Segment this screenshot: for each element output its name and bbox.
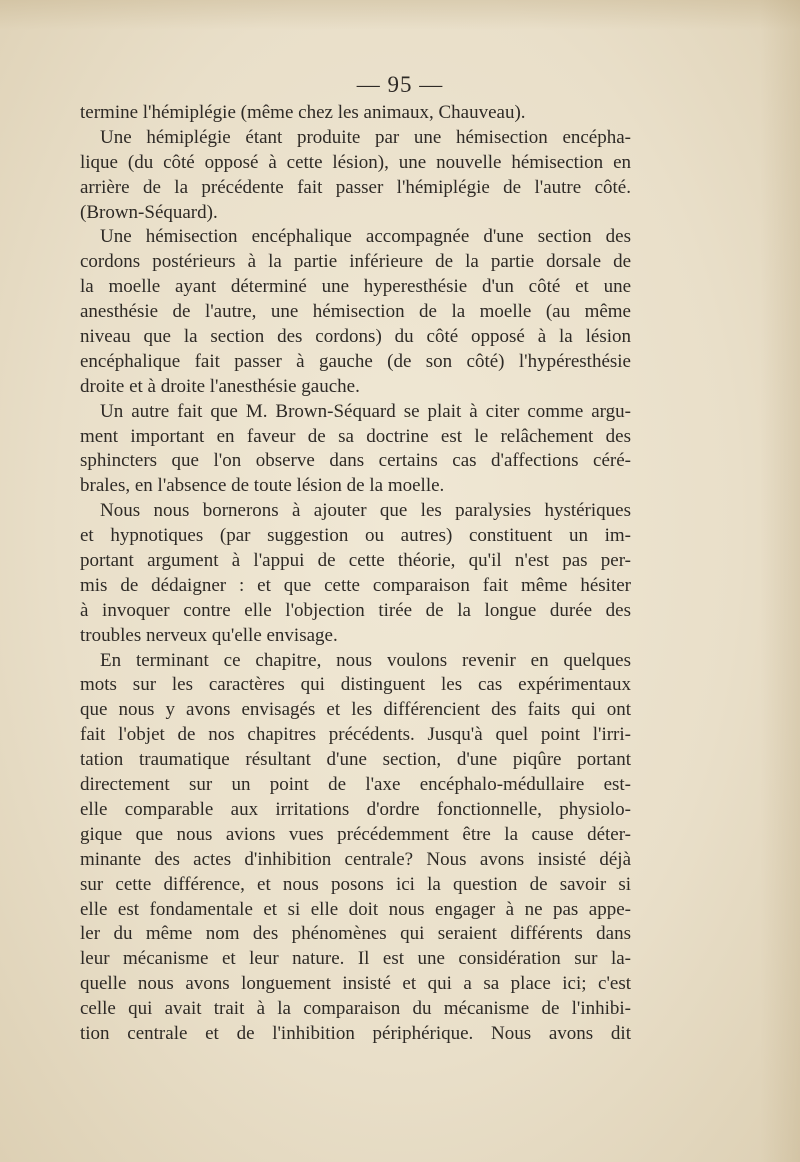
text-line: cordons postérieurs à la partie inférieure de la partie dorsale de (80, 251, 631, 273)
page-number: — 95 — (356, 72, 444, 97)
text-line: et hypnotiques (par suggestion ou autres) constituent un im- (80, 525, 631, 547)
text-line: Une hémiplégie étant produite par une hémisection encépha- (100, 126, 631, 148)
text-line: lique (du côté opposé à cette lésion), une nouvelle hémisection en (80, 151, 631, 173)
text-line: En terminant ce chapitre, nous voulons revenir en quelques (100, 649, 631, 671)
text-line: portant argument à l'appui de cette théorie, qu'il n'est pas per- (80, 550, 631, 572)
text-line: termine l'hémiplégie (même chez les animaux, Chauveau). (80, 102, 526, 123)
text-line: ment important en faveur de sa doctrine est le relâchement des (80, 425, 631, 447)
text-line: sur cette différence, et nous posons ici la question de savoir si (80, 873, 631, 895)
text-line: que nous y avons envisagés et les différencient des faits qui ont (80, 699, 631, 721)
text-line: sphincters que l'on observe dans certains cas d'affections céré- (80, 450, 631, 472)
text-line: tion centrale et de l'inhibition périphérique. Nous avons dit (80, 1022, 631, 1044)
text-line: Un autre fait que M. Brown-Séquard se plait à citer comme argu- (100, 400, 631, 422)
text-line: directement sur un point de l'axe encéphalo-médullaire est- (80, 774, 631, 796)
text-line: elle est fondamentale et si elle doit nous engager à ne pas appe- (80, 898, 631, 920)
text-line: mis de dédaigner : et que cette comparaison fait même hésiter (80, 574, 631, 596)
page-edge-shading-right (760, 0, 800, 1162)
text-line: brales, en l'absence de toute lésion de la moelle. (80, 475, 445, 497)
text-line: niveau que la section des cordons) du côté opposé à la lésion (80, 326, 631, 348)
text-line: Une hémisection encéphalique accompagnée d'une section des (100, 226, 631, 248)
text-line: Nous nous bornerons à ajouter que les paralysies hystériques (100, 500, 631, 522)
text-line: anesthésie de l'autre, une hémisection de la moelle (au même (80, 301, 631, 323)
text-line: quelle nous avons longuement insisté et qui a sa place ici; c'est (80, 973, 631, 995)
text-line: ler du même nom des phénomènes qui seraient différents dans (80, 923, 631, 945)
text-line: arrière de la précédente fait passer l'hémiplégie de l'autre côté. (80, 176, 631, 198)
text-line: mots sur les caractères qui distinguent les cas expérimentaux (80, 674, 631, 696)
text-line: (Brown-Séquard). (80, 201, 218, 223)
text-line: elle comparable aux irritations d'ordre fonctionnelle, physiolo- (80, 798, 631, 820)
body-text (80, 101, 631, 1047)
text-line: gique que nous avions vues précédemment être la cause déter- (80, 823, 631, 845)
text-line: droite et à droite l'anesthésie gauche. (80, 375, 360, 397)
text-line: leur mécanisme et leur nature. Il est une considération sur la- (80, 948, 631, 970)
text-line: tation traumatique résultant d'une section, d'une piqûre portant (80, 749, 631, 771)
page-edge-shading (0, 0, 800, 30)
text-line: troubles nerveux qu'elle envisage. (80, 624, 338, 646)
text-line: la moelle ayant déterminé une hyperesthésie d'un côté et une (80, 276, 631, 298)
text-line: minante des actes d'inhibition centrale? Nous avons insisté déjà (80, 848, 631, 870)
text-line: fait l'objet de nos chapitres précédents. Jusqu'à quel point l'irri- (80, 724, 631, 746)
text-line: celle qui avait trait à la comparaison du mécanisme de l'inhibi- (80, 998, 631, 1020)
text-line: à invoquer contre elle l'objection tirée de la longue durée des (80, 599, 631, 621)
text-line: encéphalique fait passer à gauche (de son côté) l'hypéresthésie (80, 350, 631, 372)
